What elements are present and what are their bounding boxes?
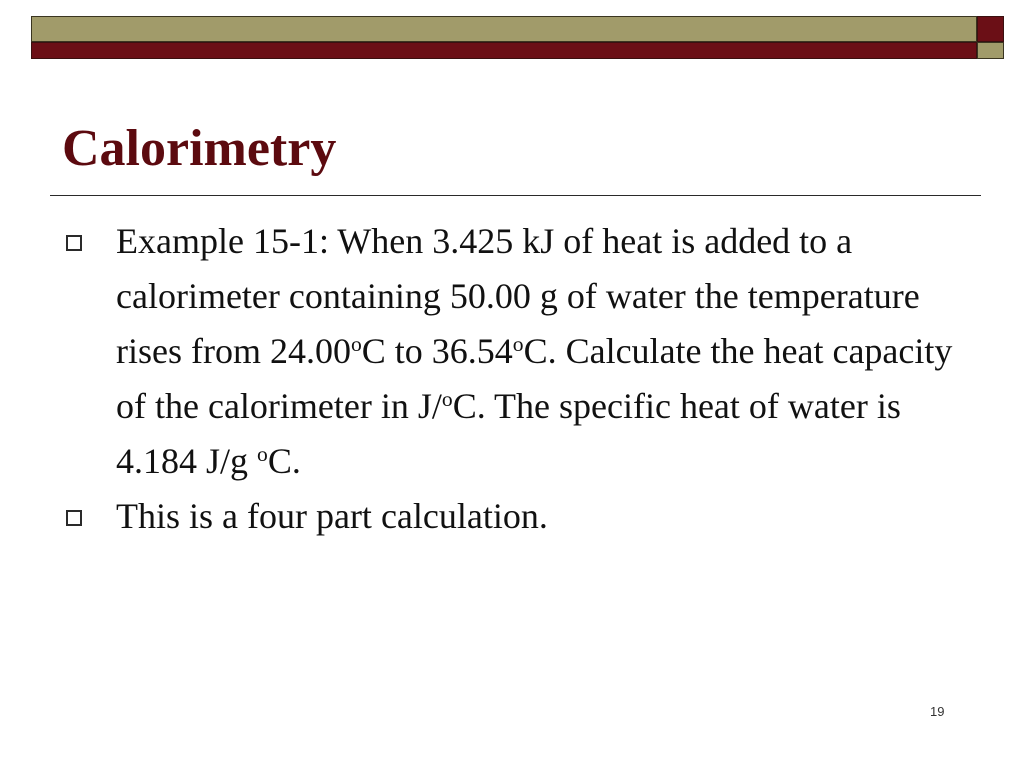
header-bar-olive <box>31 16 977 42</box>
hollow-square-bullet-icon <box>66 510 82 526</box>
header-square-maroon <box>977 16 1004 42</box>
title-divider <box>50 195 981 196</box>
bullet-text: This is a four part calculation. <box>116 496 548 536</box>
bullet-list <box>62 214 974 544</box>
page-number: 19 <box>930 704 945 719</box>
slide-title: Calorimetry <box>62 120 337 177</box>
header-bar-maroon <box>31 42 977 59</box>
bullet-item-example <box>62 214 974 489</box>
degree-superscript: o <box>441 387 453 412</box>
bullet-text: Example 15-1: When 3.425 kJ of heat is added to a calorimeter containing 50.00 g of water the temperature rises from 24.00$^o$C to 36.54$^o$C. Calculate the heat capacity of the calorimeter in J/$^o$C. The specific heat of water is 4.184 J/g $^o$C. <box>116 221 953 481</box>
bullet-item-four-part <box>62 489 974 544</box>
header-square-olive <box>977 42 1004 59</box>
degree-superscript: o <box>350 332 362 357</box>
degree-superscript: o <box>257 442 268 467</box>
degree-superscript: o <box>512 332 524 357</box>
hollow-square-bullet-icon <box>66 235 82 251</box>
